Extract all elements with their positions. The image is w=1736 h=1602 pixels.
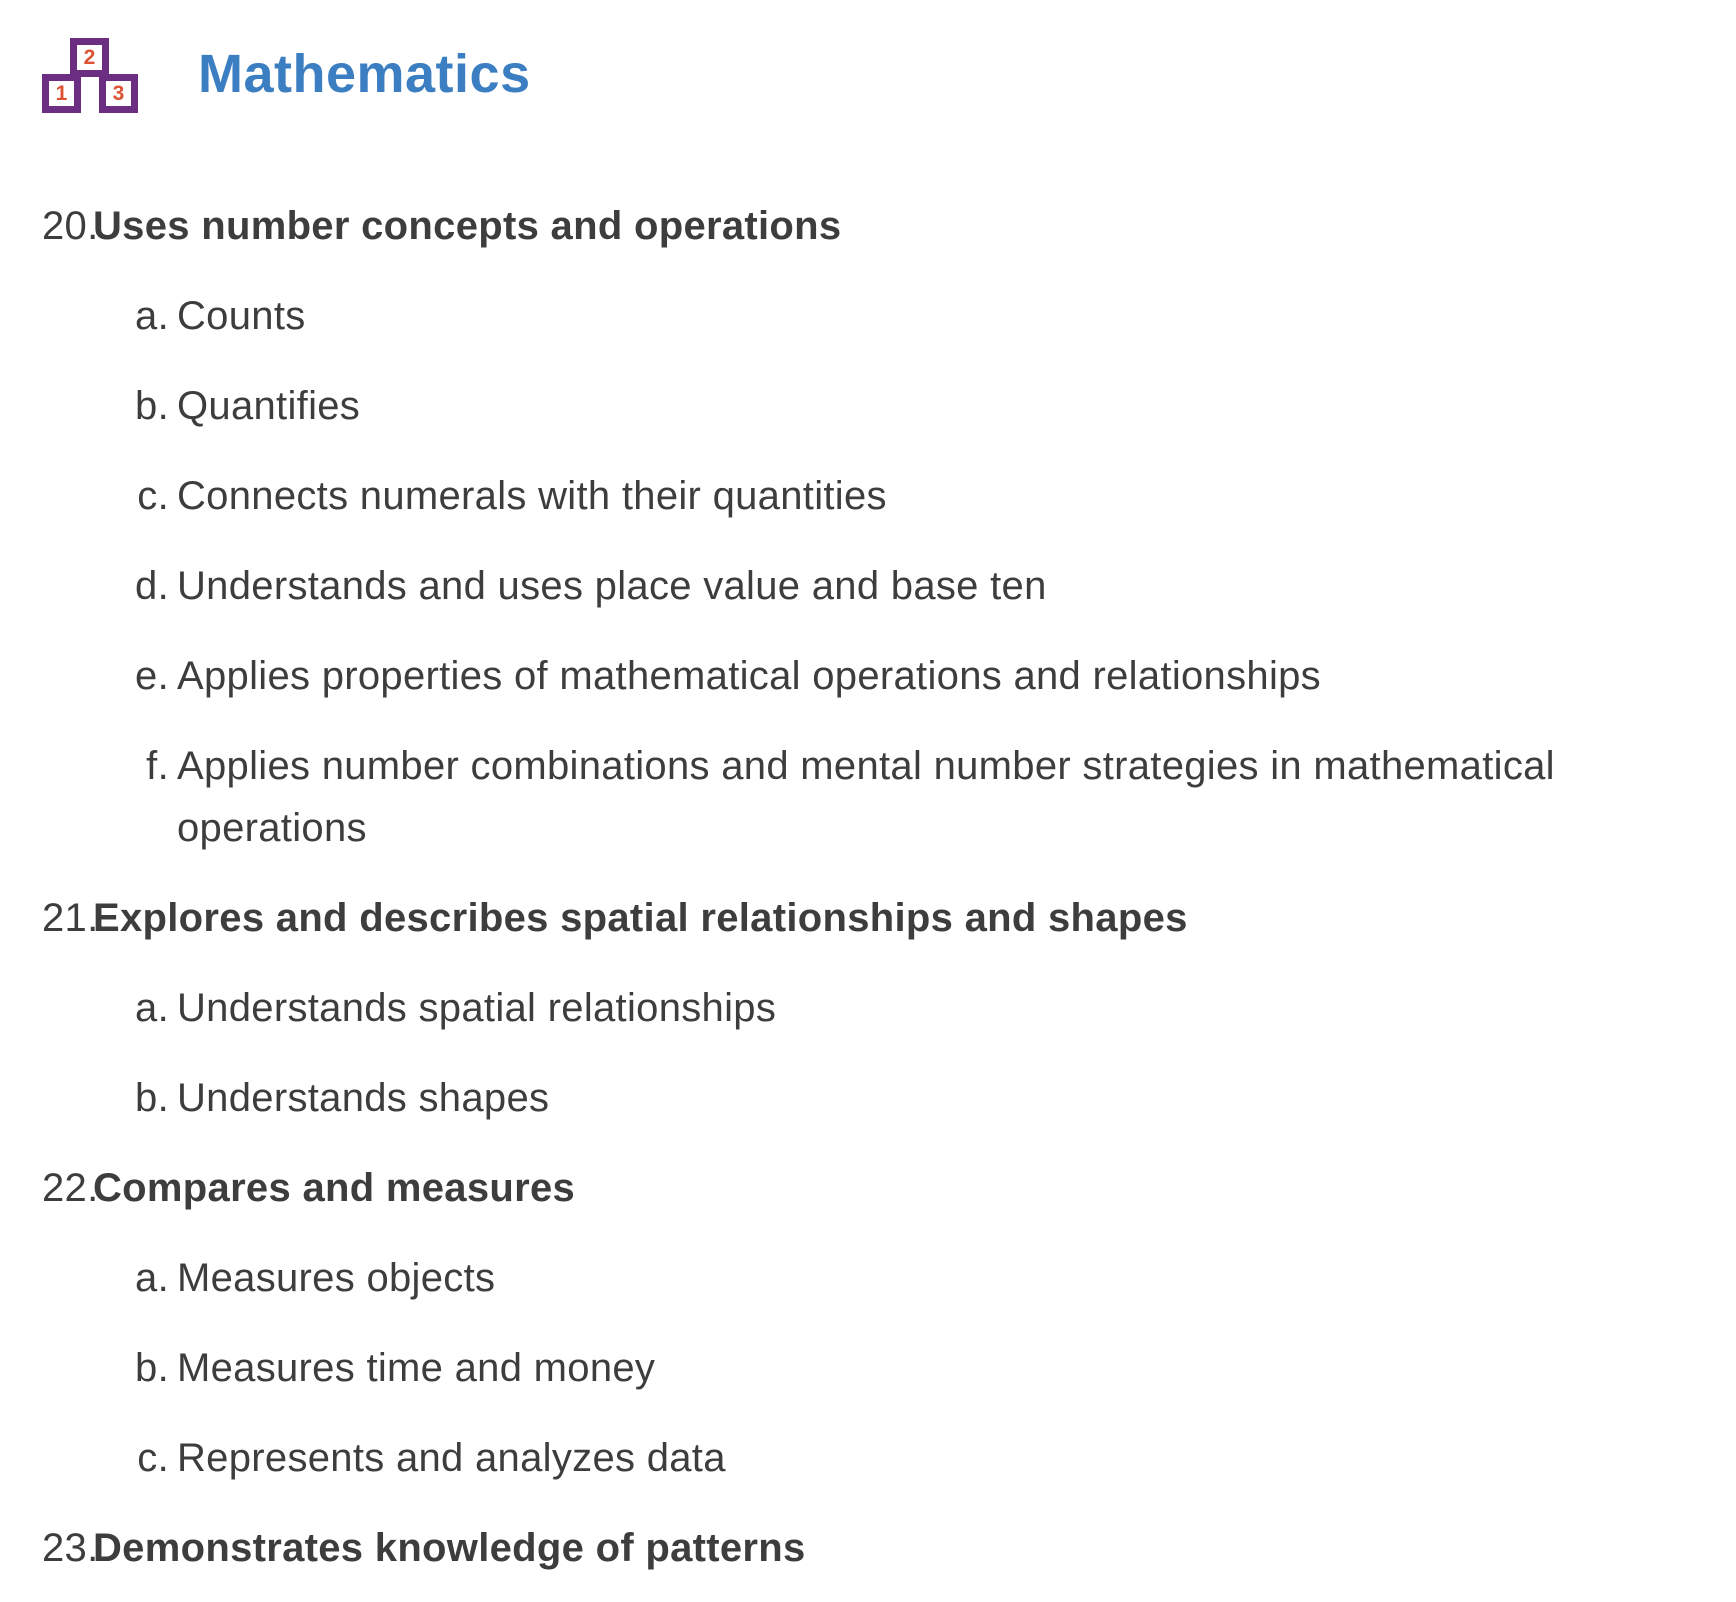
sub-objective-item [42,375,1700,437]
item-letter: c. [137,1436,169,1480]
section-heading [42,1517,1700,1579]
objective-section [42,195,1700,859]
objective-section [42,1517,1700,1579]
sub-objective-item [42,1337,1700,1399]
item-letter: b. [135,1076,169,1120]
sub-objective-item [42,285,1700,347]
section-title: Demonstrates knowledge of patterns [93,1526,806,1570]
section-heading [42,1157,1700,1219]
section-number: 22. [42,1166,99,1210]
sub-objectives-list [42,977,1700,1129]
item-letter: a. [135,1256,169,1300]
sub-objectives-list [42,1247,1700,1489]
sub-objective-item [42,1427,1700,1489]
item-text: Quantifies [177,384,361,428]
objective-section [42,1157,1700,1489]
item-letter: a. [135,294,169,338]
section-number: 21. [42,896,99,940]
number-blocks-icon [42,38,139,113]
objective-section [42,887,1700,1129]
item-letter: b. [135,1346,169,1390]
objectives-list [42,195,1700,1579]
item-letter: a. [135,986,169,1030]
item-text: Represents and analyzes data [177,1436,726,1480]
block-1: 1 [42,74,81,113]
section-number: 23. [42,1526,99,1570]
section-number: 20. [42,204,99,248]
sub-objective-item [42,645,1700,707]
section-heading [42,887,1700,949]
item-letter: b. [135,384,169,428]
section-title: Explores and describes spatial relationships and shapes [93,896,1188,940]
sub-objectives-list [42,285,1700,859]
section-heading [42,195,1700,257]
sub-objective-item [42,465,1700,527]
section-title: Compares and measures [93,1166,576,1210]
item-letter: e. [135,654,169,698]
item-text: Measures objects [177,1256,496,1300]
item-text: Understands shapes [177,1076,550,1120]
item-text: Understands spatial relationships [177,986,777,1030]
item-text: Understands and uses place value and base ten [177,564,1047,608]
sub-objective-item [42,735,1700,859]
page-header [42,35,1700,115]
sub-objective-item [42,977,1700,1039]
item-letter: f. [146,744,169,788]
item-text: Connects numerals with their quantities [177,474,887,518]
item-text: Applies number combinations and mental number strategies in mathematical operations [177,744,1555,850]
page-title: Mathematics [198,44,531,105]
sub-objective-item [42,1067,1700,1129]
item-text: Measures time and money [177,1346,656,1390]
item-letter: c. [137,474,169,518]
section-title: Uses number concepts and operations [93,204,842,248]
sub-objective-item [42,555,1700,617]
item-letter: d. [135,564,169,608]
item-text: Applies properties of mathematical operations and relationships [177,654,1321,698]
block-2: 2 [70,38,109,77]
sub-objective-item [42,1247,1700,1309]
item-text: Counts [177,294,306,338]
block-3: 3 [99,74,138,113]
